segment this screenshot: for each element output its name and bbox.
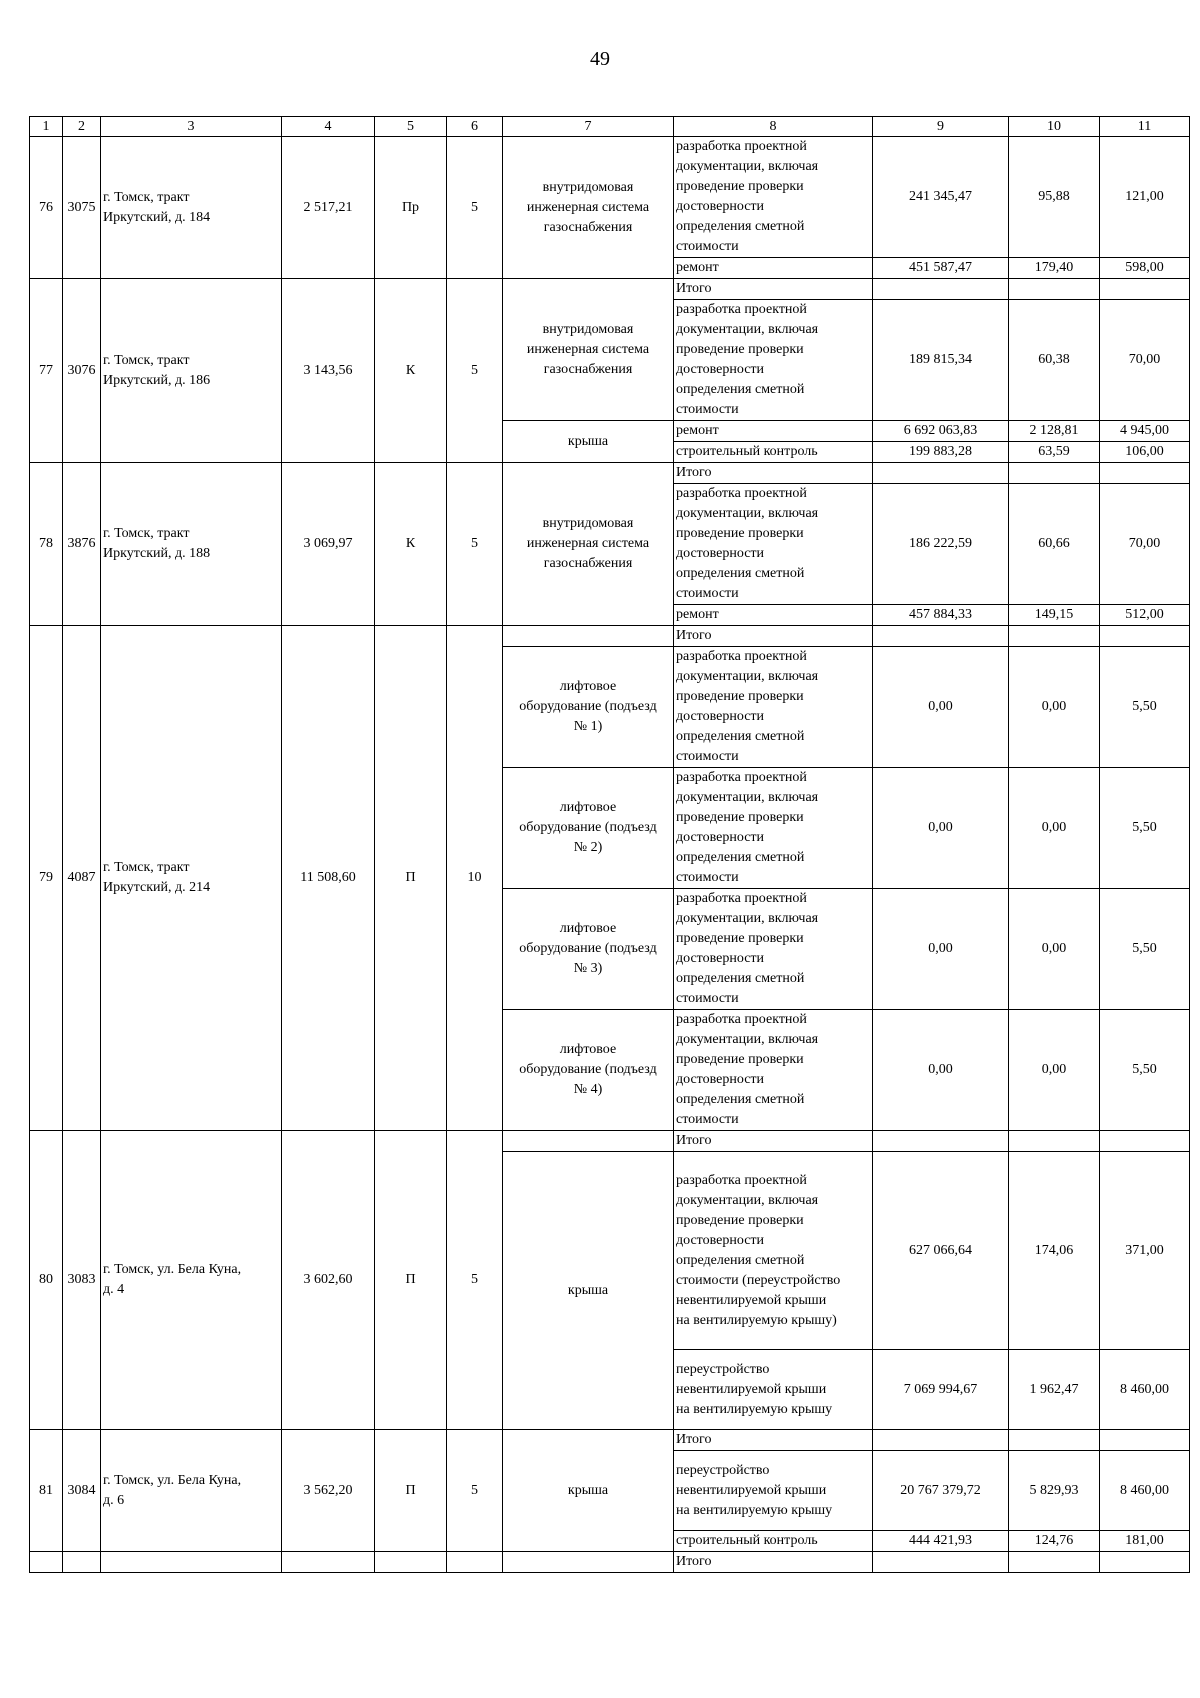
empty-cell <box>503 1552 674 1573</box>
repair-schedule-table <box>29 116 1190 1573</box>
total-max <box>1100 1131 1190 1152</box>
row-number: 78 <box>30 463 63 626</box>
area: 3 562,20 <box>282 1430 375 1552</box>
page-number: 49 <box>590 48 610 70</box>
work-type: крыша <box>503 421 674 463</box>
cost-per-sqm: 1 962,47 <box>1009 1350 1100 1430</box>
row-number: 81 <box>30 1430 63 1552</box>
address: г. Томск, тракт Иркутский, д. 214 <box>101 626 282 1131</box>
work-description: разработка проектной документации, включая проведение проверки достоверности определения сметной стоимости <box>674 889 873 1010</box>
area: 2 517,21 <box>282 137 375 279</box>
empty-cell <box>63 1552 101 1573</box>
work-description: разработка проектной документации, включая проведение проверки достоверности определения сметной стоимости (переустройство невентилируемой крыши на вентилируемую крышу) <box>674 1152 873 1350</box>
table-row <box>30 1131 1190 1152</box>
max-cost: 512,00 <box>1100 605 1190 626</box>
total-label: Итого <box>674 1131 873 1152</box>
table-row <box>30 1430 1190 1451</box>
cost: 457 884,33 <box>873 605 1009 626</box>
house-code: 3076 <box>63 279 101 463</box>
cost: 199 883,28 <box>873 442 1009 463</box>
total-per-sqm <box>1009 1131 1100 1152</box>
cost: 7 069 994,67 <box>873 1350 1009 1430</box>
col-header-3: 3 <box>101 117 282 137</box>
total-per-sqm <box>1009 1430 1100 1451</box>
total-max <box>1100 626 1190 647</box>
table-row <box>30 463 1190 484</box>
total-label: Итого <box>674 1430 873 1451</box>
max-cost: 121,00 <box>1100 137 1190 258</box>
total-cost <box>873 279 1009 300</box>
cost: 627 066,64 <box>873 1152 1009 1350</box>
col-header-4: 4 <box>282 117 375 137</box>
work-type: внутридомовая инженерная система газоснабжения <box>503 279 674 421</box>
table-row <box>30 626 1190 647</box>
work-type: лифтовое оборудование (подъезд № 2) <box>503 768 674 889</box>
cost: 444 421,93 <box>873 1531 1009 1552</box>
area: 3 602,60 <box>282 1131 375 1430</box>
cost: 0,00 <box>873 889 1009 1010</box>
wall-type: Пр <box>375 137 447 279</box>
house-code: 3083 <box>63 1131 101 1430</box>
cost-per-sqm: 0,00 <box>1009 889 1100 1010</box>
max-cost: 70,00 <box>1100 300 1190 421</box>
work-description: разработка проектной документации, включая проведение проверки достоверности определения сметной стоимости <box>674 300 873 421</box>
row-number: 79 <box>30 626 63 1131</box>
row-number: 76 <box>30 137 63 279</box>
cost: 6 692 063,83 <box>873 421 1009 442</box>
total-cost <box>873 463 1009 484</box>
max-cost: 5,50 <box>1100 889 1190 1010</box>
floors: 5 <box>447 1430 503 1552</box>
col-header-11: 11 <box>1100 117 1190 137</box>
row-number: 77 <box>30 279 63 463</box>
work-description: разработка проектной документации, включая проведение проверки достоверности определения сметной стоимости <box>674 1010 873 1131</box>
max-cost: 70,00 <box>1100 484 1190 605</box>
cost: 189 815,34 <box>873 300 1009 421</box>
max-cost: 8 460,00 <box>1100 1350 1190 1430</box>
total-label: Итого <box>674 1552 873 1573</box>
row-number: 80 <box>30 1131 63 1430</box>
cost: 0,00 <box>873 768 1009 889</box>
col-header-10: 10 <box>1009 117 1100 137</box>
total-label: Итого <box>674 463 873 484</box>
work-type: крыша <box>503 1430 674 1552</box>
work-description: разработка проектной документации, включая проведение проверки достоверности определения сметной стоимости <box>674 647 873 768</box>
total-per-sqm <box>1009 279 1100 300</box>
address: г. Томск, ул. Бела Куна, д. 4 <box>101 1131 282 1430</box>
cost: 0,00 <box>873 647 1009 768</box>
cost-per-sqm: 63,59 <box>1009 442 1100 463</box>
total-max <box>1100 1552 1190 1573</box>
address: г. Томск, тракт Иркутский, д. 186 <box>101 279 282 463</box>
address: г. Томск, тракт Иркутский, д. 188 <box>101 463 282 626</box>
max-cost: 4 945,00 <box>1100 421 1190 442</box>
col-header-9: 9 <box>873 117 1009 137</box>
table-row <box>30 1552 1190 1573</box>
empty-cell <box>375 1552 447 1573</box>
address: г. Томск, ул. Бела Куна, д. 6 <box>101 1430 282 1552</box>
area: 3 143,56 <box>282 279 375 463</box>
col-header-8: 8 <box>674 117 873 137</box>
work-description: разработка проектной документации, включая проведение проверки достоверности определения сметной стоимости <box>674 137 873 258</box>
floors: 5 <box>447 463 503 626</box>
cost: 451 587,47 <box>873 258 1009 279</box>
max-cost: 371,00 <box>1100 1152 1190 1350</box>
work-description: ремонт <box>674 258 873 279</box>
cost-per-sqm: 0,00 <box>1009 647 1100 768</box>
total-max <box>1100 1430 1190 1451</box>
total-per-sqm <box>1009 463 1100 484</box>
total-label: Итого <box>674 279 873 300</box>
area: 3 069,97 <box>282 463 375 626</box>
house-code: 3084 <box>63 1430 101 1552</box>
max-cost: 598,00 <box>1100 258 1190 279</box>
total-per-sqm <box>1009 626 1100 647</box>
cost-per-sqm: 0,00 <box>1009 768 1100 889</box>
work-type: крыша <box>503 1152 674 1430</box>
house-code: 3876 <box>63 463 101 626</box>
work-description: разработка проектной документации, включая проведение проверки достоверности определения сметной стоимости <box>674 484 873 605</box>
cost-per-sqm: 124,76 <box>1009 1531 1100 1552</box>
wall-type: П <box>375 1430 447 1552</box>
col-header-2: 2 <box>63 117 101 137</box>
cost-per-sqm: 174,06 <box>1009 1152 1100 1350</box>
cost: 241 345,47 <box>873 137 1009 258</box>
max-cost: 5,50 <box>1100 1010 1190 1131</box>
wall-type: К <box>375 279 447 463</box>
wall-type: П <box>375 1131 447 1430</box>
work-description: строительный контроль <box>674 1531 873 1552</box>
cost: 0,00 <box>873 1010 1009 1131</box>
table-row <box>30 279 1190 300</box>
total-per-sqm <box>1009 1552 1100 1573</box>
work-description: ремонт <box>674 605 873 626</box>
cost-per-sqm: 60,38 <box>1009 300 1100 421</box>
total-cost <box>873 1552 1009 1573</box>
address: г. Томск, тракт Иркутский, д. 184 <box>101 137 282 279</box>
work-description: разработка проектной документации, включая проведение проверки достоверности определения сметной стоимости <box>674 768 873 889</box>
max-cost: 8 460,00 <box>1100 1451 1190 1531</box>
empty-cell <box>447 1552 503 1573</box>
max-cost: 181,00 <box>1100 1531 1190 1552</box>
table-row <box>30 137 1190 258</box>
work-description: строительный контроль <box>674 442 873 463</box>
work-type: внутридомовая инженерная система газоснабжения <box>503 463 674 626</box>
cost-per-sqm: 179,40 <box>1009 258 1100 279</box>
col-header-5: 5 <box>375 117 447 137</box>
empty-cell <box>30 1552 63 1573</box>
floors: 5 <box>447 1131 503 1430</box>
empty-cell <box>282 1552 375 1573</box>
column-header-row <box>30 117 1190 137</box>
total-cost <box>873 626 1009 647</box>
wall-type: П <box>375 626 447 1131</box>
total-label: Итого <box>674 626 873 647</box>
work-description: переустройство невентилируемой крыши на вентилируемую крышу <box>674 1350 873 1430</box>
work-description: переустройство невентилируемой крыши на вентилируемую крышу <box>674 1451 873 1531</box>
cost-per-sqm: 60,66 <box>1009 484 1100 605</box>
work-type: лифтовое оборудование (подъезд № 1) <box>503 647 674 768</box>
work-description: ремонт <box>674 421 873 442</box>
cost-per-sqm: 0,00 <box>1009 1010 1100 1131</box>
area: 11 508,60 <box>282 626 375 1131</box>
cost-per-sqm: 149,15 <box>1009 605 1100 626</box>
house-code: 4087 <box>63 626 101 1131</box>
total-max <box>1100 279 1190 300</box>
house-code: 3075 <box>63 137 101 279</box>
total-max <box>1100 463 1190 484</box>
empty-cell <box>503 1131 674 1152</box>
cost-per-sqm: 95,88 <box>1009 137 1100 258</box>
max-cost: 5,50 <box>1100 647 1190 768</box>
work-type: лифтовое оборудование (подъезд № 4) <box>503 1010 674 1131</box>
work-type: лифтовое оборудование (подъезд № 3) <box>503 889 674 1010</box>
max-cost: 106,00 <box>1100 442 1190 463</box>
col-header-6: 6 <box>447 117 503 137</box>
total-cost <box>873 1430 1009 1451</box>
col-header-1: 1 <box>30 117 63 137</box>
cost: 20 767 379,72 <box>873 1451 1009 1531</box>
floors: 5 <box>447 137 503 279</box>
cost-per-sqm: 2 128,81 <box>1009 421 1100 442</box>
cost: 186 222,59 <box>873 484 1009 605</box>
floors: 10 <box>447 626 503 1131</box>
empty-cell <box>101 1552 282 1573</box>
max-cost: 5,50 <box>1100 768 1190 889</box>
total-cost <box>873 1131 1009 1152</box>
work-type: внутридомовая инженерная система газоснабжения <box>503 137 674 279</box>
wall-type: К <box>375 463 447 626</box>
col-header-7: 7 <box>503 117 674 137</box>
cost-per-sqm: 5 829,93 <box>1009 1451 1100 1531</box>
floors: 5 <box>447 279 503 463</box>
empty-cell <box>503 626 674 647</box>
